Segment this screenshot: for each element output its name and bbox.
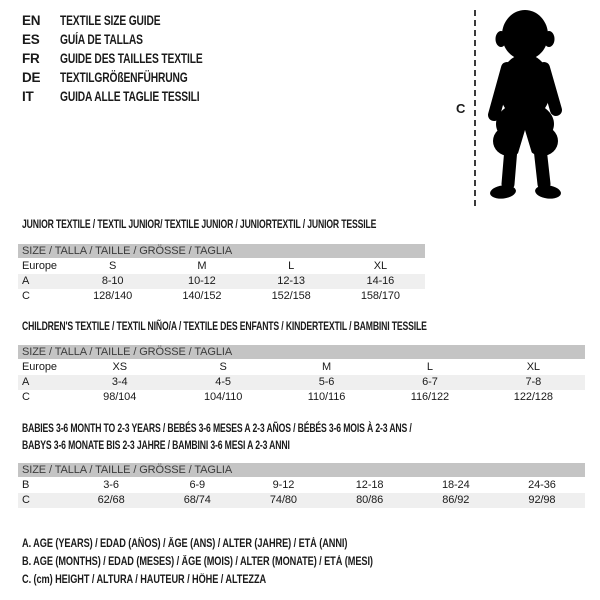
size-header-band: SIZE / TALLA / TAILLE / GRÖSSE / TAGLIA <box>18 244 425 258</box>
table-cell: M <box>321 361 332 373</box>
table-cell: 80/86 <box>356 494 384 506</box>
language-title: GUÍA DE TALLAS <box>60 32 143 47</box>
table-cell: 104/110 <box>203 391 243 403</box>
row-label: Europe <box>22 361 57 373</box>
junior-size-table <box>18 244 425 304</box>
table-title-line: JUNIOR TEXTILE / TEXTIL JUNIOR/ TEXTILE JUNIOR / JUNIORTEXTIL / JUNIOR TESSILE <box>22 217 377 231</box>
table-cell: 24-36 <box>528 479 556 491</box>
table-row <box>18 390 585 405</box>
table-cell: 74/80 <box>269 494 297 506</box>
language-code: EN <box>22 13 41 28</box>
table-cell: 12-13 <box>277 275 305 287</box>
babies-size-table <box>18 463 585 508</box>
junior-section-title <box>22 216 376 233</box>
language-code: FR <box>22 51 40 66</box>
table-cell: 6-9 <box>189 479 206 491</box>
table-row <box>18 274 425 289</box>
figure-height-label: C <box>456 101 466 116</box>
table-cell: 10-12 <box>188 275 216 287</box>
row-label: Europe <box>22 260 57 272</box>
table-cell: 12-18 <box>355 479 384 491</box>
table-cell: 98/104 <box>103 391 137 403</box>
table-cell: XL <box>526 361 540 373</box>
table-cell: XL <box>373 260 387 272</box>
row-label: C <box>22 290 30 302</box>
table-title-line: BABIES 3-6 MONTH TO 2-3 YEARS / BEBÉS 3-6 MESES A 2-3 AÑOS / BÉBÉS 3-6 MOIS À 2-3 ANS / <box>22 421 412 435</box>
language-title: GUIDE DES TAILLES TEXTILE <box>60 51 203 66</box>
toddler-silhouette-icon <box>478 8 573 208</box>
table-row <box>18 289 425 304</box>
language-code: IT <box>22 89 34 104</box>
table-cell: 6-7 <box>422 376 438 388</box>
table-row <box>18 259 425 274</box>
table-cell: 140/152 <box>182 290 222 302</box>
table-cell: 4-5 <box>215 376 231 388</box>
height-measure-dashed-line <box>474 10 476 206</box>
language-code: ES <box>22 32 40 47</box>
babies-section-title <box>22 420 412 453</box>
table-cell: 110/116 <box>307 391 346 403</box>
table-row <box>18 478 585 493</box>
language-row <box>22 49 248 68</box>
table-cell: 92/98 <box>528 494 556 506</box>
table-title-line: BABYS 3-6 MONATE BIS 2-3 JAHRE / BAMBINI 3-6 MESI A 2-3 ANNI <box>22 437 290 452</box>
table-cell: S <box>219 361 227 373</box>
size-header-band: SIZE / TALLA / TAILLE / GRÖSSE / TAGLIA <box>18 463 585 477</box>
table-cell: XS <box>112 361 127 373</box>
table-cell: 122/128 <box>513 391 553 403</box>
language-row <box>22 87 248 106</box>
table-cell: 9-12 <box>272 479 295 491</box>
table-cell: 3-6 <box>103 479 119 491</box>
table-cell: 128/140 <box>93 290 133 302</box>
table-cell: 86/92 <box>442 494 470 506</box>
table-cell: 5-6 <box>318 376 335 388</box>
table-cell: 116/122 <box>410 391 450 403</box>
language-title: GUIDA ALLE TAGLIE TESSILI <box>60 89 200 104</box>
table-cell: 8-10 <box>101 275 124 287</box>
language-list <box>22 11 248 106</box>
children-section-title <box>22 318 427 335</box>
table-cell: 158/170 <box>360 290 400 302</box>
table-cell: 152/158 <box>271 290 311 302</box>
table-cell: M <box>197 260 207 272</box>
table-cell: 3-4 <box>111 376 128 388</box>
row-label: A <box>22 275 30 287</box>
table-cell: 18-24 <box>441 479 470 491</box>
footnote: B. AGE (MONTHS) / EDAD (MESES) / ÂGE (MOIS) / ALTER (MONATE) / ETÀ (MESI) <box>22 556 373 568</box>
table-row <box>18 360 585 375</box>
footnote: A. AGE (YEARS) / EDAD (AÑOS) / ÂGE (ANS) / ALTER (JAHRE) / ETÀ (ANNI) <box>22 538 348 550</box>
table-cell: 14-16 <box>366 275 395 287</box>
language-title: TEXTILGRÖßENFÜHRUNG <box>60 70 188 85</box>
table-cell: L <box>288 260 295 272</box>
footnotes <box>22 535 461 589</box>
row-label: C <box>22 494 30 506</box>
table-cell: 68/74 <box>183 494 211 506</box>
table-cell: S <box>109 260 117 272</box>
table-cell: 62/68 <box>97 494 125 506</box>
language-row <box>22 11 248 30</box>
language-code: DE <box>22 70 41 85</box>
table-cell: L <box>426 361 433 373</box>
footnote: C. (cm) HEIGHT / ALTURA / HAUTEUR / HÖHE / ALTEZZA <box>22 574 267 586</box>
row-label: A <box>22 376 30 388</box>
row-label: B <box>22 479 30 491</box>
language-row <box>22 68 248 87</box>
row-label: C <box>22 391 30 403</box>
table-title-line: CHILDREN'S TEXTILE / TEXTIL NIÑO/A / TEXTILE DES ENFANTS / KINDERTEXTIL / BAMBINI TESSILE <box>22 319 427 333</box>
table-cell: 7-8 <box>525 376 542 388</box>
table-row <box>18 493 585 508</box>
table-row <box>18 375 585 390</box>
language-title: TEXTILE SIZE GUIDE <box>60 13 161 28</box>
children-size-table <box>18 345 585 405</box>
language-row <box>22 30 248 49</box>
size-header-band: SIZE / TALLA / TAILLE / GRÖSSE / TAGLIA <box>18 345 585 359</box>
